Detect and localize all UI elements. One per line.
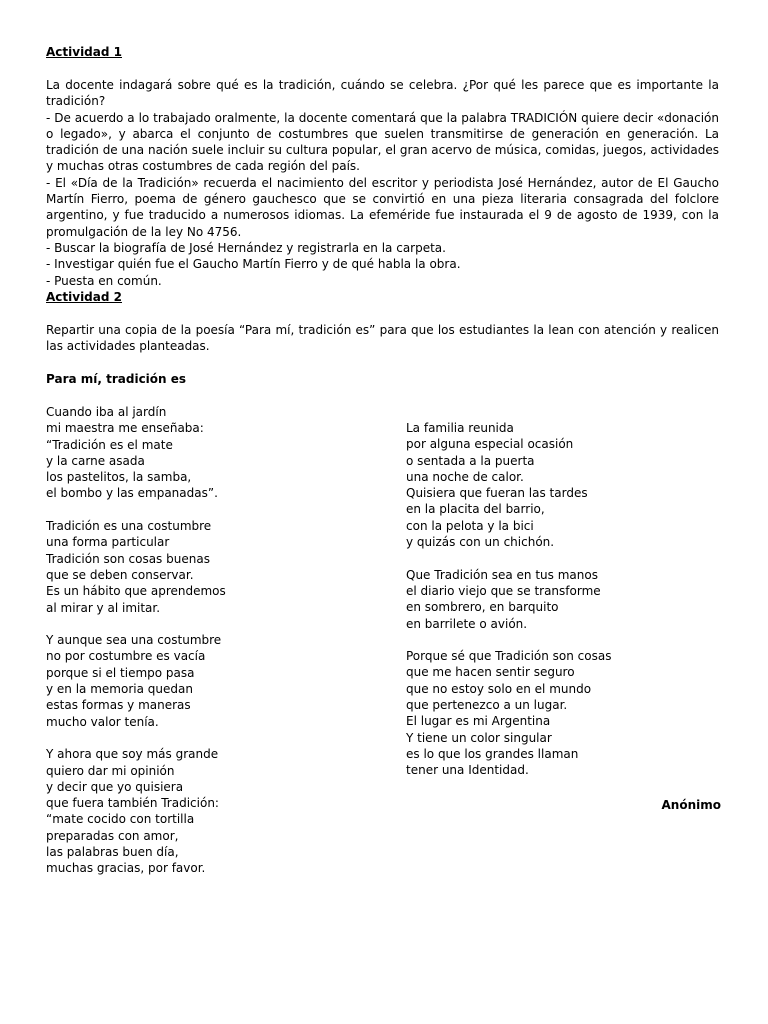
poem-line: las palabras buen día, [46,845,179,860]
poem-line: en sombrero, en barquito [406,600,559,615]
poem-line: estas formas y maneras [46,698,191,713]
poem-line: y en la memoria quedan [46,682,193,697]
poem-line: tener una Identidad. [406,763,529,778]
poem-line: El lugar es mi Argentina [406,714,551,729]
poem-stanza [406,648,736,778]
poem-line: porque si el tiempo pasa [46,665,195,680]
poem-line: por alguna especial ocasión [406,437,574,452]
poem-line: Tradición es una costumbre [46,519,212,534]
poem-stanza [46,518,376,616]
poem-stanza [46,404,376,502]
poem-line: es lo que los grandes llaman [406,746,579,761]
poem-line: “Tradición es el mate [46,437,173,452]
poem-line: La familia reunida [406,421,514,435]
activity1-line: - De acuerdo a lo trabajado oralmente, la docente comentará que la palabra TRADICIÓN quiere decir «donación o legado», y abarca el conjunto de costumbres que suelen transmitirse de generación en generación. La tradición de una nación suele incluir su cultura popular, el gran acervo de música, comidas, juegos, actividades y muchas otras costumbres de cada región del país. [46,110,719,174]
poem-stanza [46,746,376,876]
poem-line: preparadas con amor, [46,828,179,843]
poem-line: los pastelitos, la samba, [46,470,192,485]
poem-line: una forma particular [46,535,170,550]
poem-line: una noche de calor. [406,469,524,484]
poem-line: y la carne asada [46,453,145,468]
activity1-line: - Puesta en común. [46,273,162,288]
poem-line: en barrilete o avión. [406,616,528,631]
poem-right-column [406,420,736,795]
activity2-text: Repartir una copia de la poesía “Para mí, tradición es” para que los estudiantes la lean con atención y realicen las actividades planteadas. [46,323,719,354]
poem-line: al mirar y al imitar. [46,600,161,615]
poem-line: “mate cocido con tortilla [46,812,195,827]
poem-line: Tradición son cosas buenas [46,551,210,566]
poem-line: mucho valor tenía. [46,714,159,729]
poem-line: Cuando iba al jardín [46,405,167,419]
poem-line: en la placita del barrio, [406,502,545,517]
poem-title: Para mí, tradición es [46,372,187,386]
activity1-line: - Investigar quién fue el Gaucho Martín Fierro y de qué habla la obra. [46,257,461,272]
poem-line: Que Tradición sea en tus manos [406,567,598,582]
poem-line: el bombo y las empanadas”. [46,486,218,501]
poem-line: quiero dar mi opinión [46,763,175,778]
activity2-heading: Actividad 2 [46,290,122,304]
poem-stanza [46,632,376,730]
poem-stanza [406,567,736,632]
activity1-line: - Buscar la biografía de José Hernández y registrarla en la carpeta. [46,240,446,255]
poem-line: muchas gracias, por favor. [46,861,206,876]
poem-line: que me hacen sentir seguro [406,665,575,680]
poem-line: que fuera también Tradición: [46,796,219,811]
poem-line: o sentada a la puerta [406,453,535,468]
activity1-body [46,77,719,289]
poem-left-column [46,404,376,893]
poem-line: que no estoy solo en el mundo [406,681,592,696]
poem-line: Y tiene un color singular [406,730,552,745]
poem-line: y quizás con un chichón. [406,535,555,550]
poem-line: Quisiera que fueran las tardes [406,486,588,501]
poem-author: Anónimo [661,798,721,812]
poem-line: el diario viejo que se transforme [406,583,601,598]
activity1-heading: Actividad 1 [46,45,122,59]
activity2-body [46,322,719,355]
poem-line: Es un hábito que aprendemos [46,584,226,599]
poem-stanza [406,420,736,550]
poem-line: Y ahora que soy más grande [46,747,219,762]
poem-line: y decir que yo quisiera [46,779,184,794]
activity1-line: - El «Día de la Tradición» recuerda el nacimiento del escritor y periodista José Hernández, autor de El Gaucho Martín Fierro, poema de género gauchesco que se convirtió en una pieza literaria consagrada del folclore argentino, y fue traducido a numerosos idiomas. La efeméride fue instaurada el 9 de agosto de 1939, con la promulgación de la ley No 4756. [46,175,719,239]
poem-line: que pertenezco a un lugar. [406,698,568,713]
poem-line: que se deben conservar. [46,567,194,582]
poem-line: con la pelota y la bici [406,518,534,533]
poem-line: no por costumbre es vacía [46,649,206,664]
activity1-line: La docente indagará sobre qué es la tradición, cuándo se celebra. ¿Por qué les parece que es importante la tradición? [46,78,719,109]
poem-line: mi maestra me enseñaba: [46,421,204,436]
poem-line: Y aunque sea una costumbre [46,633,222,648]
poem-line: Porque sé que Tradición son cosas [406,649,612,664]
